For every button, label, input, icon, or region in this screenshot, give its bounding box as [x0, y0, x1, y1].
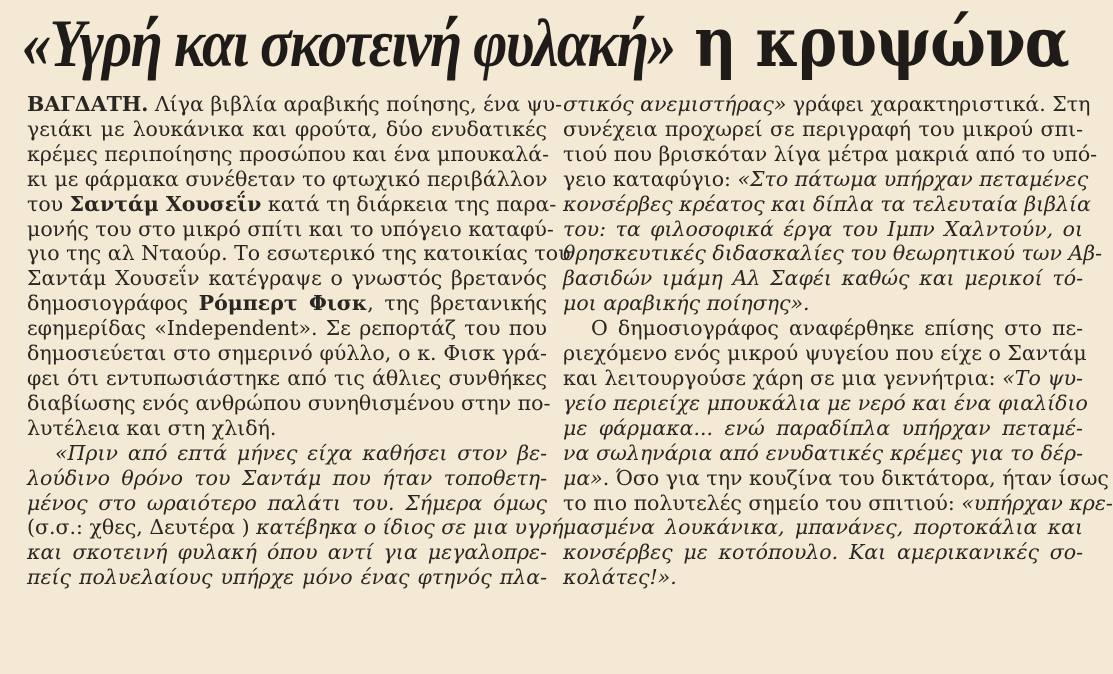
text-line	[563, 266, 1083, 291]
text-line	[27, 266, 547, 291]
quote-text: πείς πολυελαίους υπήρχε μόνο ένας φτηνός πλα-	[27, 565, 547, 590]
text-line	[27, 540, 547, 565]
body-text: κρέμες περιποίησης προσώπου και ένα μπουκαλά-	[27, 141, 550, 166]
article-column-right	[563, 92, 1113, 590]
body-text: μονής του στο μικρό σπίτι και το υπόγειο καταφύ-	[27, 216, 554, 241]
text-line	[563, 241, 1103, 266]
quote-text: να σωληνάρια από ενυδατικές κρέμες για το δέρ-	[563, 440, 1083, 465]
text-line	[563, 92, 1091, 117]
text-line	[27, 441, 547, 466]
text-line	[563, 416, 1083, 441]
text-line	[563, 291, 1083, 316]
headline-rest: η κρυψώνα	[674, 3, 1069, 83]
text-line	[27, 241, 571, 266]
body-text: κι με φάρμακα συνέθεταν το φτωχικό περιβάλλον	[27, 166, 548, 191]
quote-text: και σκοτεινή φυλακή όπου αντί για μεγαλοπρε-	[27, 540, 547, 565]
text-line	[563, 565, 1083, 590]
quote-text: μασμένα λουκάνικα, μπανάνες, πορτοκάλια και	[563, 515, 1083, 540]
text-line	[27, 216, 554, 242]
body-text: Ο δημοσιογράφος αναφέρθηκε επίσης στο πε-	[591, 316, 1083, 341]
quote-text: «Πριν από επτά μήνες είχα καθήσει στον βε-	[55, 440, 547, 465]
text-line	[563, 390, 1088, 416]
body-text: δημοσιεύεται στο σημερινό φύλλο, ο κ. Φισκ γρά-	[27, 341, 547, 366]
body-text: γειάκι με λουκάνικα και φρούτα, δύο ενυδατικές	[27, 116, 547, 141]
text-line	[563, 141, 1098, 167]
text-line	[563, 117, 1083, 142]
quote-text: του: τα φιλοσοφικά έργα του Ιμπν Χαλντούν, οι	[563, 216, 1083, 241]
bold-text: Σαντάμ Χουσεΐν	[69, 191, 262, 216]
text-line	[27, 191, 557, 217]
text-line	[27, 117, 547, 142]
quote-text: στικός ανεμιστήρας»	[563, 92, 787, 116]
quote-text: μοι αραβικής ποίησης».	[563, 291, 810, 316]
quote-text: μένος στο ωραιότερο παλάτι του. Σήμερα όμως	[27, 490, 547, 515]
quote-text: λούδινο θρόνο του Σαντάμ που ήταν τοποθετη-	[27, 465, 547, 490]
body-text: γιο της αλ Νταούρ. Το εσωτερικό της κατοικίας του	[27, 241, 571, 266]
text-line	[563, 341, 1087, 366]
body-text: και λειτουργούσε χάρη σε μια γεννήτρια:	[563, 365, 1003, 390]
body-text: τιού που βρισκόταν λίγα μέτρα μακριά από το υπό-	[563, 141, 1098, 166]
body-text: ριεχόμενο ενός μικρού ψυγείου που είχε ο Σαντάμ	[563, 341, 1087, 366]
text-line	[27, 491, 547, 516]
text-line	[27, 141, 550, 167]
quote-text: «Το ψυ-	[1002, 365, 1083, 390]
quote-text: βασιδών ιμάμη Αλ Σαφέι καθώς και μερικοί τό-	[563, 266, 1083, 291]
text-line	[563, 515, 1083, 540]
body-text: (σ.σ.: χθες, Δευτέρα )	[27, 515, 257, 540]
text-line	[27, 565, 547, 590]
text-line	[27, 515, 564, 540]
body-text: , της βρετανικής	[367, 291, 547, 316]
text-line	[563, 366, 1083, 391]
text-line	[27, 291, 547, 316]
text-line	[563, 540, 1083, 565]
text-line	[563, 490, 1113, 516]
text-line	[563, 316, 1083, 341]
quote-text: «υπήρχαν κρε-	[961, 490, 1113, 515]
text-line	[27, 316, 547, 341]
body-text: λυτέλεια και στη χλιδή.	[27, 415, 277, 440]
text-line	[27, 341, 547, 366]
body-text: Σαντάμ Χουσεΐν κατέγραψε ο γνωστός βρετανός	[27, 266, 547, 291]
quote-text: με φάρμακα... ενώ παραδίπλα υπήρχαν πεταμέ-	[563, 415, 1083, 440]
body-text: Λίγα βιβλία αραβικής ποίησης, ένα ψυ-	[148, 92, 563, 116]
quote-text: θρησκευτικές διδασκαλίες του θεωρητικού των Αβ-	[563, 241, 1103, 266]
text-line	[563, 465, 1109, 491]
text-line	[563, 191, 1091, 217]
body-text: . Όσο για την κουζίνα του δικτάτορα, ήταν ίσως	[602, 465, 1109, 490]
body-text: γειο καταφύγιο:	[563, 166, 738, 191]
body-text: φει ότι εντυπωσιάστηκε από τις άθλιες συνθήκες	[27, 365, 547, 390]
text-line	[563, 166, 1089, 192]
quote-text: μα»	[563, 465, 603, 490]
text-line	[27, 92, 563, 117]
bold-text: Ρόμπερτ Φισκ	[198, 291, 368, 316]
article-column-left	[27, 92, 571, 590]
body-text: κατά τη διάρκεια της παρα-	[261, 191, 557, 216]
bold-text: ΒΑΓΔΑΤΗ.	[27, 92, 149, 116]
text-line	[27, 366, 547, 391]
text-line	[27, 416, 547, 441]
quote-text: «Στο πάτωμα υπήρχαν πεταμένες	[737, 166, 1089, 191]
body-text: διαβίωσης ενός ανθρώπου συνηθισμένου στην πο-	[27, 390, 551, 415]
headline-quote: «Υγρή και σκοτεινή φυλακή»	[22, 5, 675, 81]
text-line	[563, 441, 1083, 466]
quote-text: κατέβηκα ο ίδιος σε μια υγρή	[256, 515, 564, 540]
body-text: το πιο πολυτελές σημείο του σπιτιού:	[563, 490, 962, 515]
headline	[22, 2, 1069, 84]
body-text: γράφει χαρακτηριστικά. Στη	[786, 92, 1091, 116]
quote-text: κονσέρβες κρέατος και δίπλα τα τελευταία βιβλία	[563, 191, 1091, 216]
body-text: συνέχεια προχωρεί σε περιγραφή του μικρού σπι-	[563, 116, 1083, 141]
quote-text: κονσέρβες με κοτόπουλο. Και αμερικανικές σο-	[563, 540, 1083, 565]
body-text: δημοσιογράφος	[27, 291, 199, 316]
body-text: του	[27, 191, 70, 216]
quote-text: κολάτες!».	[563, 565, 677, 590]
text-line	[27, 466, 547, 491]
text-line	[27, 167, 547, 192]
text-line	[563, 217, 1083, 242]
body-text: εφημερίδας «Independent». Σε ρεπορτάζ του που	[27, 316, 547, 341]
text-line	[27, 390, 551, 416]
quote-text: γείο περιείχε μπουκάλια με νερό και ένα φιαλίδιο	[563, 390, 1088, 415]
